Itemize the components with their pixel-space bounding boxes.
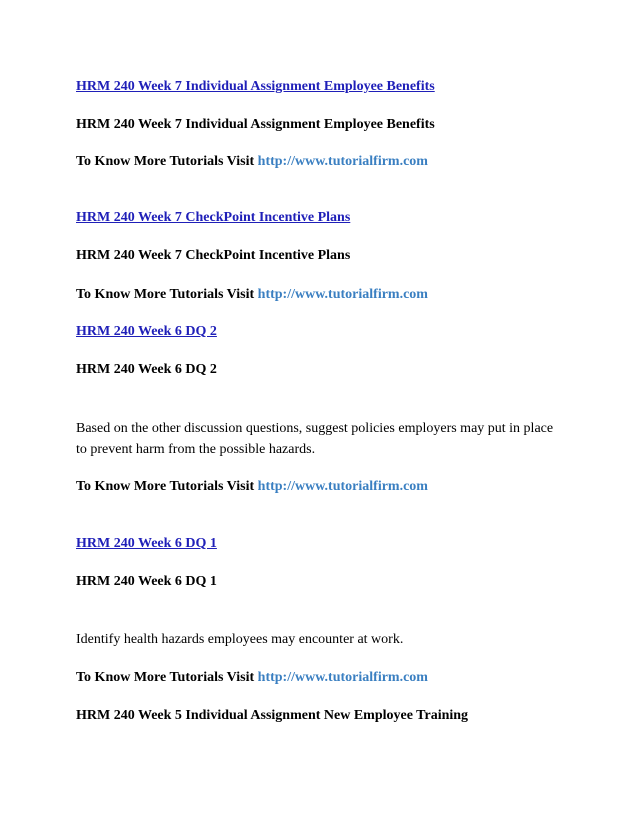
cta-url[interactable]: http://www.tutorialfirm.com: [257, 670, 428, 685]
cta-url[interactable]: http://www.tutorialfirm.com: [257, 287, 428, 302]
item-heading: HRM 240 Week 6 DQ 1: [76, 574, 217, 589]
item-link-title[interactable]: HRM 240 Week 7 Individual Assignment Employee Benefits: [76, 79, 435, 94]
item-heading: HRM 240 Week 5 Individual Assignment New Employee Training: [76, 708, 469, 723]
cta-prefix: To Know More Tutorials Visit: [76, 287, 258, 302]
item-heading: HRM 240 Week 7 Individual Assignment Employee Benefits: [76, 117, 435, 132]
item-heading: HRM 240 Week 6 DQ 2: [76, 362, 217, 377]
cta-line: [76, 478, 428, 496]
item-description: Based on the other discussion questions, suggest policies employers may put in place to prevent harm from the possible hazards.: [76, 421, 554, 457]
item-link-title[interactable]: HRM 240 Week 6 DQ 1: [76, 536, 217, 551]
item-link-title[interactable]: HRM 240 Week 7 CheckPoint Incentive Plans: [76, 210, 351, 225]
item-heading: HRM 240 Week 7 CheckPoint Incentive Plans: [76, 248, 351, 263]
cta-url[interactable]: http://www.tutorialfirm.com: [257, 154, 428, 169]
cta-line: [76, 286, 428, 304]
cta-line: [76, 153, 428, 171]
cta-url[interactable]: http://www.tutorialfirm.com: [257, 479, 428, 494]
item-link-title[interactable]: HRM 240 Week 6 DQ 2: [76, 324, 217, 339]
cta-prefix: To Know More Tutorials Visit: [76, 479, 258, 494]
cta-prefix: To Know More Tutorials Visit: [76, 154, 258, 169]
item-description: Identify health hazards employees may encounter at work.: [76, 632, 404, 647]
cta-line: [76, 669, 428, 687]
cta-prefix: To Know More Tutorials Visit: [76, 670, 258, 685]
